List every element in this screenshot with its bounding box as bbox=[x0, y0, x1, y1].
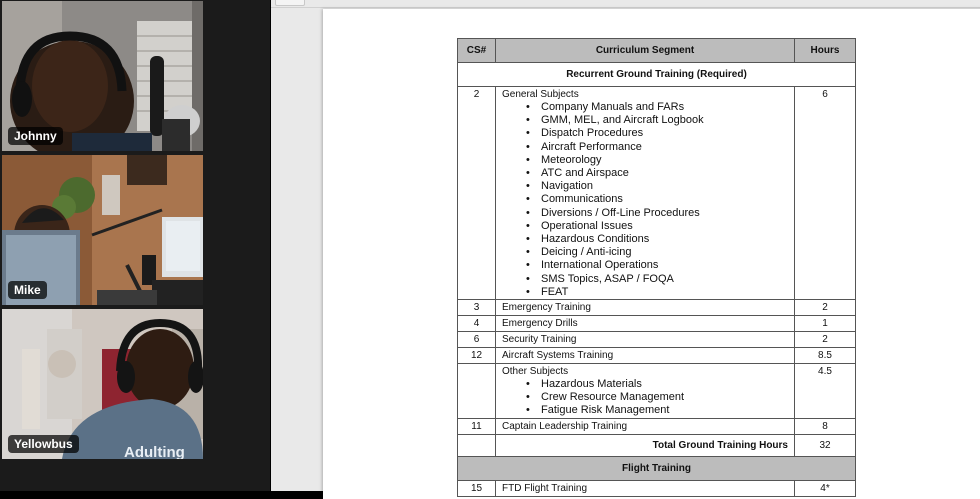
participant-tile-johnny[interactable] bbox=[2, 1, 203, 151]
cell-segment: FTD Flight Training bbox=[496, 480, 795, 496]
table-row-ftd bbox=[458, 480, 856, 496]
cell-segment: Aircraft Systems Training bbox=[496, 348, 795, 364]
list-item: • International Operations bbox=[526, 259, 794, 272]
list-item: • FEAT bbox=[526, 286, 794, 299]
header-cs: CS# bbox=[458, 39, 496, 63]
viewer-toolbar-divider bbox=[271, 7, 980, 8]
list-item: • Diversions / Off-Line Procedures bbox=[526, 207, 794, 220]
list-item: • Deicing / Anti-icing bbox=[526, 246, 794, 259]
other-subjects-list bbox=[502, 378, 794, 418]
table-header-row bbox=[458, 39, 856, 63]
section-title-flight: Flight Training bbox=[458, 456, 856, 480]
table-row bbox=[458, 348, 856, 364]
table-row bbox=[458, 300, 856, 316]
cell-hours: 8.5 bbox=[795, 348, 856, 364]
viewer-toolbar-button[interactable] bbox=[275, 0, 305, 6]
list-item: • Hazardous Materials bbox=[526, 378, 794, 391]
list-item: • Meteorology bbox=[526, 154, 794, 167]
table-row-total bbox=[458, 434, 856, 456]
cell-hours: 4* bbox=[795, 480, 856, 496]
list-item: • SMS Topics, ASAP / FOQA bbox=[526, 273, 794, 286]
section-row-ground bbox=[458, 63, 856, 87]
cell-hours: 1 bbox=[795, 316, 856, 332]
list-item: • GMM, MEL, and Aircraft Logbook bbox=[526, 114, 794, 127]
list-item: • Navigation bbox=[526, 180, 794, 193]
table-row bbox=[458, 316, 856, 332]
cell-segment: Emergency Drills bbox=[496, 316, 795, 332]
total-hours: 32 bbox=[795, 434, 856, 456]
table-row-other-subjects bbox=[458, 364, 856, 419]
cell-cs bbox=[458, 434, 496, 456]
cell-segment bbox=[496, 364, 795, 419]
list-item: • ATC and Airspace bbox=[526, 167, 794, 180]
participant-video-strip bbox=[0, 0, 270, 491]
cell-segment: Security Training bbox=[496, 332, 795, 348]
header-segment: Curriculum Segment bbox=[496, 39, 795, 63]
list-item: • Operational Issues bbox=[526, 220, 794, 233]
cell-segment: Captain Leadership Training bbox=[496, 418, 795, 434]
cell-hours: 2 bbox=[795, 300, 856, 316]
list-item: • Fatigue Risk Management bbox=[526, 404, 794, 417]
cell-cs: 3 bbox=[458, 300, 496, 316]
document-page bbox=[323, 9, 980, 499]
cell-cs: 6 bbox=[458, 332, 496, 348]
participant-name-label: Mike bbox=[8, 281, 47, 299]
cell-cs: 4 bbox=[458, 316, 496, 332]
header-hours: Hours bbox=[795, 39, 856, 63]
table-row-general-subjects bbox=[458, 87, 856, 300]
cell-cs: 15 bbox=[458, 480, 496, 496]
participant-name-label: Yellowbus bbox=[8, 435, 79, 453]
cell-cs: 2 bbox=[458, 87, 496, 300]
general-subjects-title: General Subjects bbox=[502, 89, 579, 100]
cell-cs bbox=[458, 364, 496, 419]
cell-hours: 2 bbox=[795, 332, 856, 348]
document-viewer[interactable] bbox=[271, 0, 980, 494]
table-row bbox=[458, 332, 856, 348]
cell-hours: 8 bbox=[795, 418, 856, 434]
cell-segment: Emergency Training bbox=[496, 300, 795, 316]
list-item: • Company Manuals and FARs bbox=[526, 101, 794, 114]
cell-cs: 11 bbox=[458, 418, 496, 434]
total-label: Total Ground Training Hours bbox=[496, 434, 795, 456]
list-item: • Aircraft Performance bbox=[526, 141, 794, 154]
participant-tile-mike[interactable] bbox=[2, 155, 203, 305]
other-subjects-title: Other Subjects bbox=[502, 366, 569, 378]
participant-tile-yellowbus[interactable] bbox=[2, 309, 203, 459]
participant-name-label: Johnny bbox=[8, 127, 63, 145]
list-item: • Hazardous Conditions bbox=[526, 233, 794, 246]
cell-segment bbox=[496, 87, 795, 300]
cell-hours: 6 bbox=[795, 87, 856, 300]
cell-hours: 4.5 bbox=[795, 364, 856, 419]
table-row-captain bbox=[458, 418, 856, 434]
shirt-text: Adulting bbox=[124, 444, 185, 459]
section-title-ground: Recurrent Ground Training (Required) bbox=[458, 63, 856, 87]
list-item: • Dispatch Procedures bbox=[526, 127, 794, 140]
general-subjects-list bbox=[502, 101, 794, 299]
list-item: • Communications bbox=[526, 193, 794, 206]
curriculum-table bbox=[457, 38, 856, 497]
section-row-flight bbox=[458, 456, 856, 480]
list-item: • Crew Resource Management bbox=[526, 391, 794, 404]
cell-cs: 12 bbox=[458, 348, 496, 364]
